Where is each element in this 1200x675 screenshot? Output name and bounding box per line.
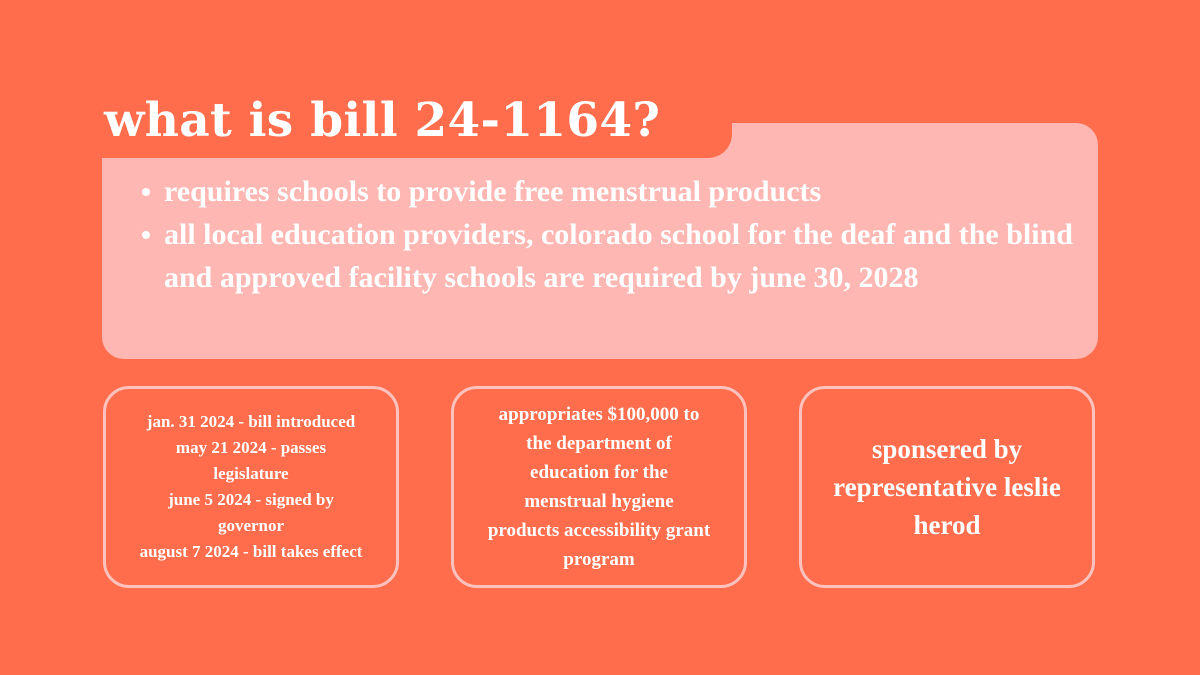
- funding-line: the department of: [526, 433, 672, 454]
- sponsor-line: herod: [913, 510, 981, 540]
- funding-card: [451, 386, 747, 588]
- funding-line: menstrual hygiene: [524, 491, 674, 512]
- timeline-line: governor: [217, 516, 285, 535]
- summary-list: [164, 170, 1084, 299]
- list-item: [164, 213, 1084, 299]
- sponsor-text: [833, 430, 1061, 544]
- timeline-line: may 21 2024 - passes: [175, 438, 327, 457]
- bullet-icon: [142, 231, 150, 239]
- funding-line: program: [563, 549, 635, 570]
- sponsor-line: representative leslie: [833, 472, 1061, 502]
- funding-text: [488, 400, 710, 574]
- timeline-line: legislature: [213, 464, 289, 483]
- list-item-text: all local education providers, colorado school for the deaf and the blind and approved facility schools are required by june 30, 2028: [164, 218, 1073, 294]
- timeline-text: [140, 409, 363, 565]
- bullet-icon: [142, 188, 150, 196]
- timeline-card: [103, 386, 399, 588]
- list-item: [164, 170, 1084, 213]
- funding-line: education for the: [530, 462, 668, 483]
- list-item-text: requires schools to provide free menstrual products: [164, 175, 822, 208]
- funding-line: products accessibility grant: [487, 520, 711, 541]
- sponsor-line: sponsered by: [871, 434, 1023, 464]
- timeline-line: june 5 2024 - signed by: [168, 490, 334, 509]
- timeline-line: jan. 31 2024 - bill introduced: [146, 412, 356, 431]
- page-title: what is bill 24-1164?: [104, 93, 661, 148]
- funding-line: appropriates $100,000 to: [498, 404, 700, 425]
- sponsor-card: [799, 386, 1095, 588]
- timeline-line: august 7 2024 - bill takes effect: [139, 542, 363, 561]
